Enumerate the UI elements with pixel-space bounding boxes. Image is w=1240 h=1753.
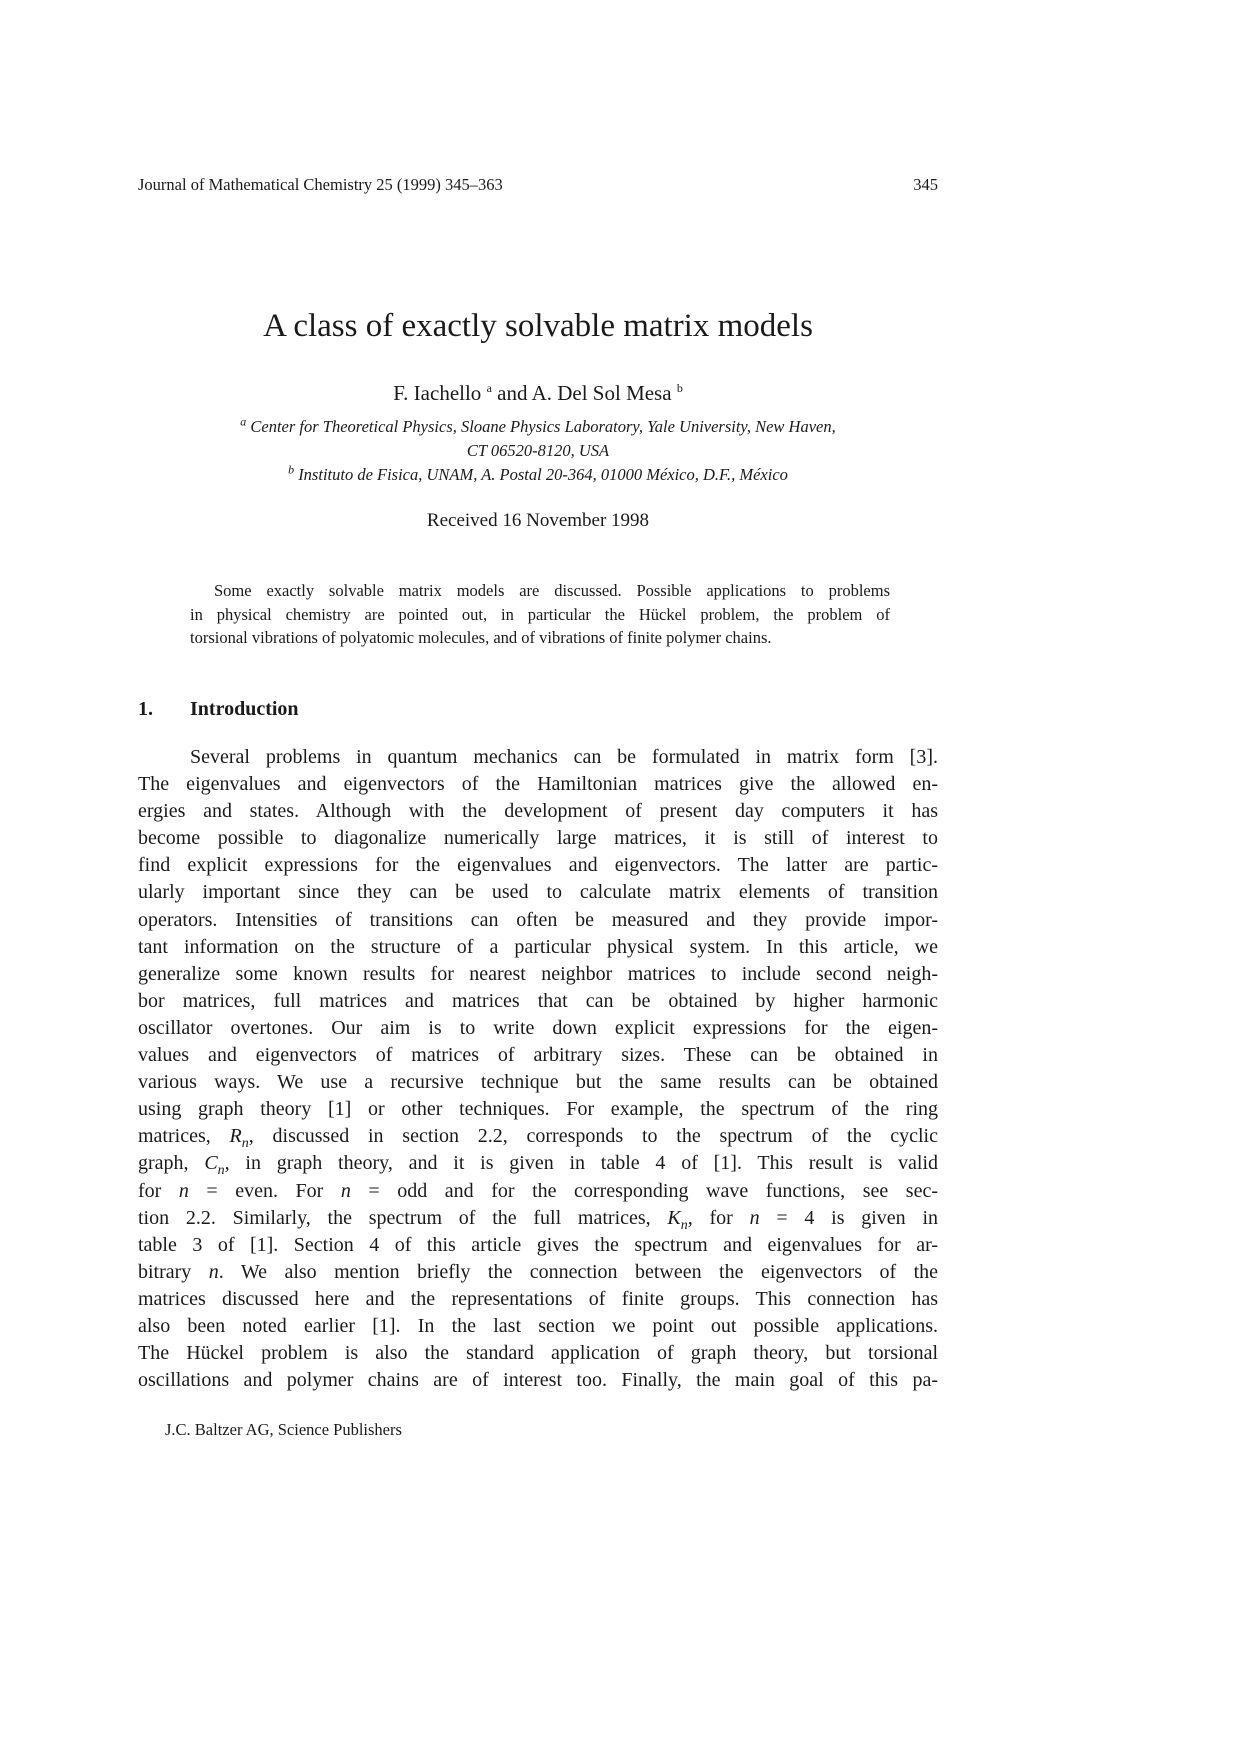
affiliation-b-text: Instituto de Fisica, UNAM, A. Postal 20-364, 01000 México, D.F., México: [298, 465, 788, 484]
paper-title: A class of exactly solvable matrix models: [263, 308, 813, 344]
body-line: ularly important since they can be used to calculate matrix elements of transition: [138, 881, 938, 904]
affiliation-mark-a: a: [486, 381, 492, 395]
page-number: 345: [913, 175, 938, 194]
abstract: [190, 579, 890, 650]
affiliation-a-text: Center for Theoretical Physics, Sloane Physics Laboratory, Yale University, New Haven,: [250, 417, 836, 436]
body-line: values and eigenvectors of matrices of arbitrary sizes. These can be obtained in: [138, 1044, 938, 1067]
running-head: [138, 175, 938, 197]
abstract-line: Some exactly solvable matrix models are discussed. Possible applications to problems: [214, 581, 890, 600]
author-conjunction: and: [497, 381, 528, 405]
affiliation-a-mark: a: [240, 414, 247, 429]
section-heading: [138, 698, 299, 721]
body-line: The Hückel problem is also the standard application of graph theory, but torsional: [138, 1342, 938, 1365]
body-line: The eigenvalues and eigenvectors of the Hamiltonian matrices give the allowed en-: [138, 773, 938, 796]
body-line: oscillator overtones. Our aim is to write down explicit expressions for the eigen-: [138, 1016, 938, 1039]
received-date: Received 16 November 1998: [426, 510, 650, 531]
body-paragraph: [138, 744, 938, 1394]
affiliation-a-line2: CT 06520-8120, USA: [466, 441, 610, 460]
author-iachello: F. Iachello: [393, 381, 482, 405]
body-line: Several problems in quantum mechanics can be formulated in matrix form [3].: [190, 746, 938, 768]
affiliation-b: [138, 462, 938, 485]
abstract-line: in physical chemistry are pointed out, in particular the Hückel problem, the problem of: [190, 604, 890, 624]
affiliation-mark-b: b: [676, 381, 683, 395]
author-del-sol-mesa: A. Del Sol Mesa: [531, 381, 672, 405]
body-line: bor matrices, full matrices and matrices that can be obtained by higher harmonic: [138, 989, 938, 1012]
body-line: oscillations and polymer chains are of interest too. Finally, the main goal of this pa-: [138, 1369, 938, 1392]
abstract-line: torsional vibrations of polyatomic molecules, and of vibrations of finite polymer chains.: [190, 628, 772, 647]
body-line: bitrary n. We also mention briefly the connection between the eigenvectors of the: [138, 1260, 938, 1283]
body-line: also been noted earlier [1]. In the last section we point out possible applications.: [138, 1314, 938, 1337]
body-line: become possible to diagonalize numerically large matrices, it is still of interest to: [138, 827, 938, 850]
body-line: generalize some known results for nearest neighbor matrices to include second neigh-: [138, 962, 938, 985]
body-line: tant information on the structure of a particular physical system. In this article, we: [138, 935, 938, 958]
body-line: matrices, $R_n$, discussed in section 2.2, corresponds to the spectrum of the cyclic: [138, 1125, 938, 1151]
section-title: Introduction: [190, 698, 299, 720]
body-line: table 3 of [1]. Section 4 of this article gives the spectrum and eigenvalues for ar-: [138, 1233, 938, 1256]
journal-citation: Journal of Mathematical Chemistry 25 (1999) 345–363: [138, 175, 503, 194]
body-line: using graph theory [1] or other techniques. For example, the spectrum of the ring: [138, 1098, 938, 1121]
author-list: [138, 381, 938, 406]
body-line: graph, $C_n$, in graph theory, and it is given in table 4 of [1]. This result is valid: [138, 1152, 938, 1178]
body-line: find explicit expressions for the eigenvalues and eigenvectors. The latter are partic-: [138, 854, 938, 877]
body-line: various ways. We use a recursive technique but the same results can be obtained: [138, 1071, 938, 1094]
body-line: ergies and states. Although with the development of present day computers it has: [138, 800, 938, 823]
section-number: 1.: [138, 698, 153, 720]
publisher-footer: J.C. Baltzer AG, Science Publishers: [165, 1420, 402, 1439]
body-line: matrices discussed here and the representations of finite groups. This connection has: [138, 1287, 938, 1310]
affiliation-a-line1: [138, 414, 938, 437]
body-line: operators. Intensities of transitions can often be measured and they provide impor-: [138, 908, 938, 931]
affiliation-b-mark: b: [288, 462, 295, 477]
body-line: tion 2.2. Similarly, the spectrum of the full matrices, $K_n$, for n = 4 is given in: [138, 1206, 938, 1232]
body-line: for n = even. For n = odd and for the corresponding wave functions, see sec-: [138, 1179, 938, 1202]
